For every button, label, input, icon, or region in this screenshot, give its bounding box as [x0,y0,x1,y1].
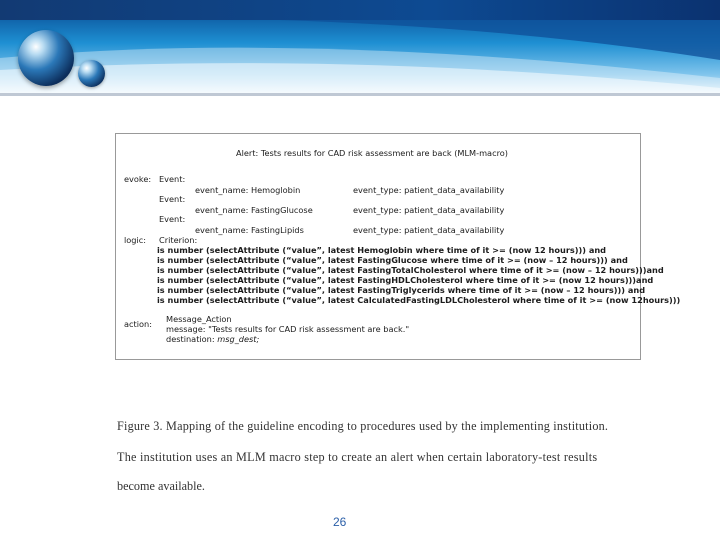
banner-divider [0,93,720,96]
caption-line-1: Figure 3. Mapping of the guideline encoding to procedures used by the implementing institution. [117,419,609,433]
event-label-2: Event: [159,194,186,204]
event-type-3: event_type: patient_data_availability [353,225,505,235]
logo-orb-small-icon [78,60,105,87]
logic-line-5: is number (selectAttribute (“value”, latest FastingTriglycerids where time of it >= (now – 12 hours))) and [157,285,646,295]
logic-line-2: is number (selectAttribute (“value”, latest FastingGlucose where time of it >= (now – 12 hours))) and [157,255,628,265]
action-message: message: "Tests results for CAD risk assessment are back." [166,324,410,334]
page-number: 26 [333,515,347,529]
event-label-3: Event: [159,214,186,224]
header-banner [0,0,720,95]
action-destination [166,334,259,344]
action-destination-value: msg_dest; [217,334,260,344]
caption-line-2: The institution uses an MLM macro step to create an alert when certain laboratory-test results [117,450,598,464]
banner-swoosh [0,0,720,95]
logic-line-1: is number (selectAttribute (“value”, latest Hemoglobin where time of it >= (now 12 hours))) and [157,245,607,255]
action-label: action: [124,319,152,329]
logic-line-6: is number (selectAttribute (“value”, latest CalculatedFastingLDLCholesterol where time of it >= (now 12hours))) [157,295,681,305]
mlm-figure [115,133,681,360]
criterion-label: Criterion: [159,235,198,245]
action-type: Message_Action [166,314,232,324]
logic-label: logic: [124,235,147,245]
logic-line-4: is number (selectAttribute (“value”, latest FastingHDLCholesterol where time of it >= (now 12 hours)))and [157,275,654,285]
event-type-2: event_type: patient_data_availability [353,205,505,215]
figure-title: Alert: Tests results for CAD risk assessment are back (MLM-macro) [236,148,508,158]
event-type-1: event_type: patient_data_availability [353,185,505,195]
event-name-1: event_name: Hemoglobin [195,185,301,195]
action-destination-label: destination: [166,334,215,344]
event-name-3: event_name: FastingLipids [195,225,304,235]
evoke-label: evoke: [124,174,152,184]
event-name-2: event_name: FastingGlucose [195,205,313,215]
logo-orb-large-icon [18,30,74,86]
caption-line-3: become available. [117,479,205,493]
event-label-1: Event: [159,174,186,184]
logic-line-3: is number (selectAttribute (“value”, latest FastingTotalCholesterol where time of it >= (now – 12 hours)))and [157,265,664,275]
